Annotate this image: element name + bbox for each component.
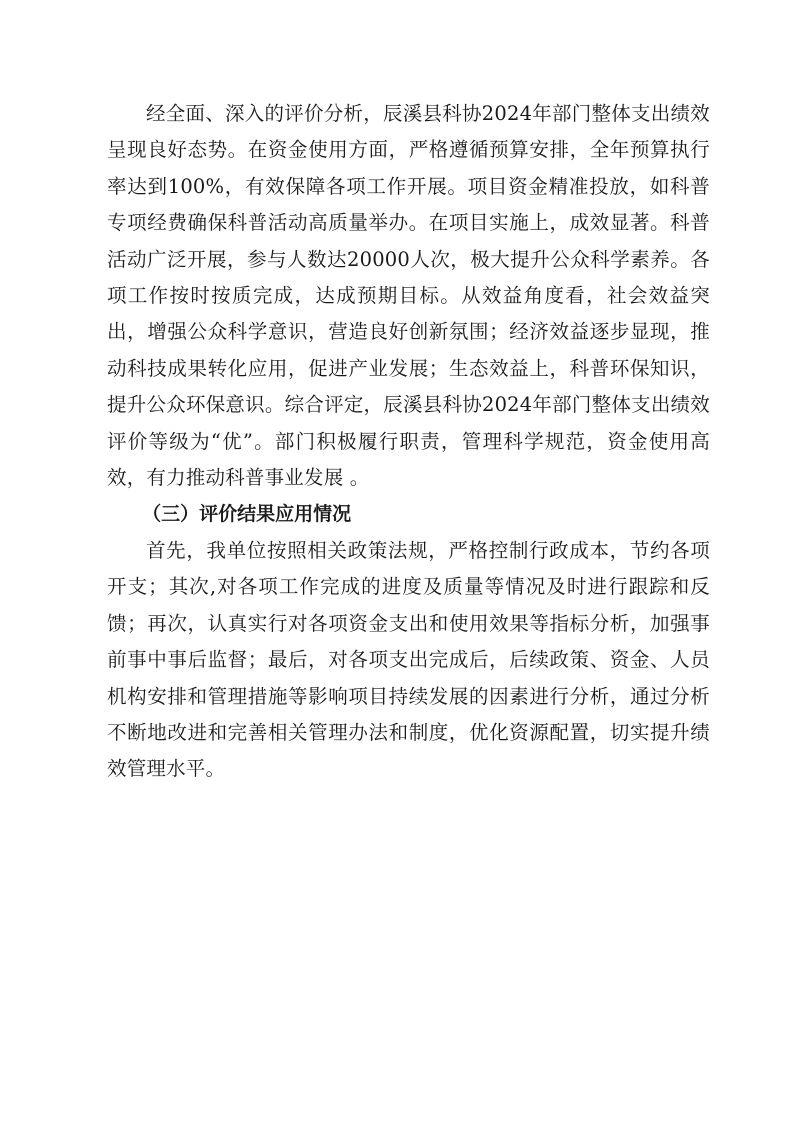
evaluation-summary-paragraph: 经全面、深入的评价分析，辰溪县科协2024年部门整体支出绩效呈现良好态势。在资金使用方面，严格遵循预算安排，全年预算执行率达到100%，有效保障各项工作开展。项目资金精准投放，如科普专项经费确保科普活动高质量举办。在项目实施上，成效显著。科普活动广泛开展，参与人数达20000人次，极大提升公众科学素养。各项工作按时按质完成，达成预期目标。从效益角度看，社会效益突出，增强公众科学意识，营造良好创新氛围；经济效益逐步显现，推动科技成果转化应用，促进产业发展；生态效益上，科普环保知识，提升公众环保意识。综合评定，辰溪县科协2024年部门整体支出绩效评价等级为“优”。部门积极履行职责，管理科学规范，资金使用高效，有力推动科普事业发展 。 — [107, 102, 710, 490]
document-page — [107, 96, 710, 788]
section-heading: （三）评价结果应用情况 — [142, 503, 352, 526]
result-application-paragraph: 首先，我单位按照相关政策法规，严格控制行政成本，节约各项开支；其次,对各项工作完成的进度及质量等情况及时进行跟踪和反馈；再次，认真实行对各项资金支出和使用效果等指标分析，加强事前事中事后监督；最后，对各项支出完成后，后续政策、资金、人员机构安排和管理措施等影响项目持续发展的因素进行分析，通过分析不断地改进和完善相关管理办法和制度，优化资源配置，切实提升绩效管理水平。 — [107, 538, 710, 781]
